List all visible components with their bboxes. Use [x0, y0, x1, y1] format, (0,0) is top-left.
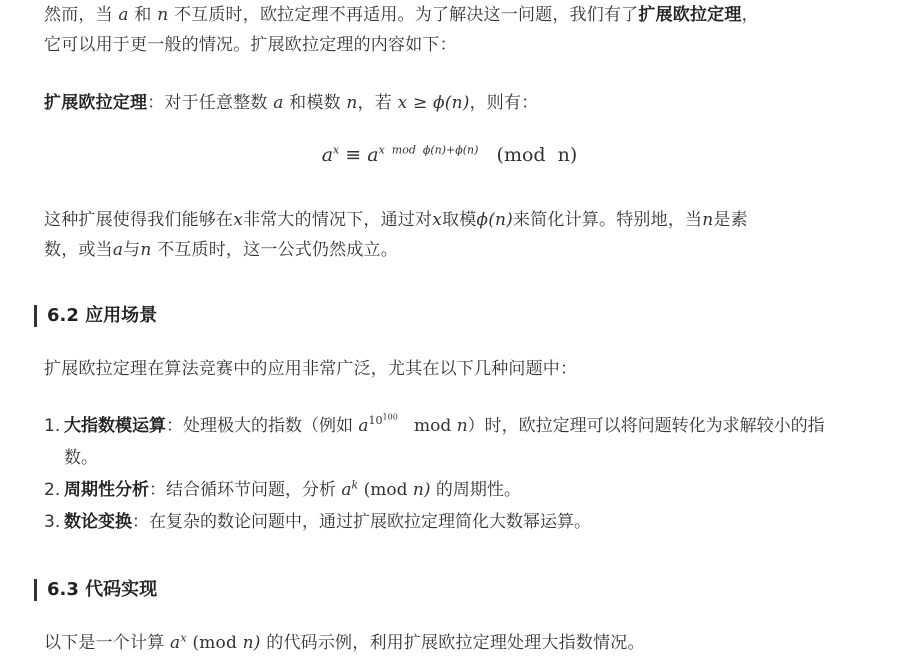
- list-item-title: 周期性分析: [64, 480, 149, 500]
- math-exponent: k: [351, 478, 359, 492]
- list-item-text: ）时，欧拉定理可以将问题转化为求解较小的指: [467, 416, 825, 436]
- explanation-text: 来简化计算。特别地，当: [513, 210, 703, 230]
- math-condition: x ≥ ϕ(n): [397, 93, 470, 113]
- list-number: 1.: [44, 416, 61, 436]
- list-item-title: 数论变换: [64, 512, 132, 532]
- theorem-statement: [44, 88, 874, 118]
- theorem-text: 和模数: [289, 93, 341, 113]
- formula-mod: (mod n): [496, 144, 578, 166]
- section-text: 的代码示例，利用扩展欧拉定理处理大指数情况。: [266, 633, 645, 653]
- intro-text: 不互质时，欧拉定理不再适用。为了解决这一问题，我们有了: [173, 5, 639, 25]
- math-var-a: a: [118, 5, 129, 25]
- math-mod: (mod: [363, 480, 408, 500]
- explanation-text: 非常大的情况下，通过对: [243, 210, 433, 230]
- explanation-text: 是素: [713, 210, 748, 230]
- explanation-line-2: [44, 235, 874, 265]
- math-var-n: n: [456, 416, 468, 436]
- math-var-a: a: [341, 480, 352, 500]
- intro-line-2: 它可以用于更一般的情况。扩展欧拉定理的内容如下：: [44, 35, 457, 55]
- list-item-text: ：在复杂的数论问题中，通过扩展欧拉定理简化大数幂运算。: [132, 512, 591, 532]
- list-item: [44, 506, 874, 538]
- formula-lhs-exponent: x: [333, 143, 340, 157]
- list-item-text: ：结合循环节问题，分析: [149, 480, 336, 500]
- theorem-name-bold: 扩展欧拉定理: [638, 5, 742, 25]
- math-var-n: n): [242, 633, 261, 653]
- intro-paragraph: [44, 0, 874, 60]
- math-var-a: a: [170, 633, 181, 653]
- theorem-text: ：对于任意整数: [147, 93, 268, 113]
- explanation-text: 取模: [442, 210, 477, 230]
- list-item-text: 的周期性。: [435, 480, 521, 500]
- theorem-text: ，则有：: [469, 93, 539, 113]
- explanation-text: 不互质时，这一公式仍然成立。: [157, 240, 398, 260]
- explanation-text: 这种扩展使得我们能够在: [44, 210, 234, 230]
- list-number: 2.: [44, 480, 61, 500]
- math-var-n: n): [412, 480, 431, 500]
- math-exponent: 10100: [368, 412, 398, 428]
- math-var-n: n: [702, 210, 714, 230]
- section-heading-6-3: 6.3 代码实现: [34, 579, 157, 601]
- list-item: [44, 410, 874, 474]
- math-mod: (mod: [192, 633, 238, 653]
- math-exponent-nested: 100: [382, 412, 398, 422]
- explanation-line-1: [44, 205, 874, 235]
- section-heading-6-2: 6.2 应用场景: [34, 305, 157, 327]
- intro-line-1: [44, 0, 874, 30]
- explanation-text: 数，或当: [44, 240, 113, 260]
- list-item-text: 数。: [64, 448, 98, 468]
- math-var-a: a: [273, 93, 284, 113]
- display-formula: [0, 144, 899, 166]
- formula-rhs-exponent: x mod ϕ(n)+ϕ(n): [378, 143, 479, 157]
- list-number: 3.: [44, 512, 61, 532]
- math-var-x: x: [233, 210, 243, 230]
- math-var-x: x: [432, 210, 442, 230]
- theorem-text: ，若: [357, 93, 392, 113]
- explanation-text: 与: [123, 240, 141, 260]
- math-var-a: a: [112, 240, 124, 260]
- theorem-title: 扩展欧拉定理: [44, 93, 148, 113]
- math-exponent: x: [180, 631, 187, 645]
- intro-text: 然而，当: [44, 5, 113, 25]
- section-6-3-intro: [44, 628, 874, 658]
- math-var-n: n: [157, 5, 169, 25]
- application-list: [44, 410, 874, 538]
- math-mod: mod: [414, 416, 452, 436]
- explanation-paragraph: [44, 205, 874, 265]
- formula-equiv-symbol: ≡: [345, 144, 362, 166]
- math-phi-n: ϕ(n): [476, 210, 514, 230]
- math-var-n: n: [140, 240, 152, 260]
- formula-lhs-base: a: [321, 144, 334, 166]
- math-var-n: n: [346, 93, 358, 113]
- formula-rhs-base: a: [367, 144, 379, 166]
- list-item: [44, 474, 874, 506]
- intro-text: ，: [741, 5, 759, 25]
- list-item-text: ：处理极大的指数（例如: [166, 416, 353, 436]
- math-var-a: a: [358, 416, 369, 436]
- section-text: 以下是一个计算: [44, 633, 165, 653]
- list-item-title: 大指数模运算: [64, 416, 166, 436]
- intro-text: 和: [134, 5, 152, 25]
- section-6-2-intro: 扩展欧拉定理在算法竞赛中的应用非常广泛，尤其在以下几种问题中：: [44, 359, 578, 379]
